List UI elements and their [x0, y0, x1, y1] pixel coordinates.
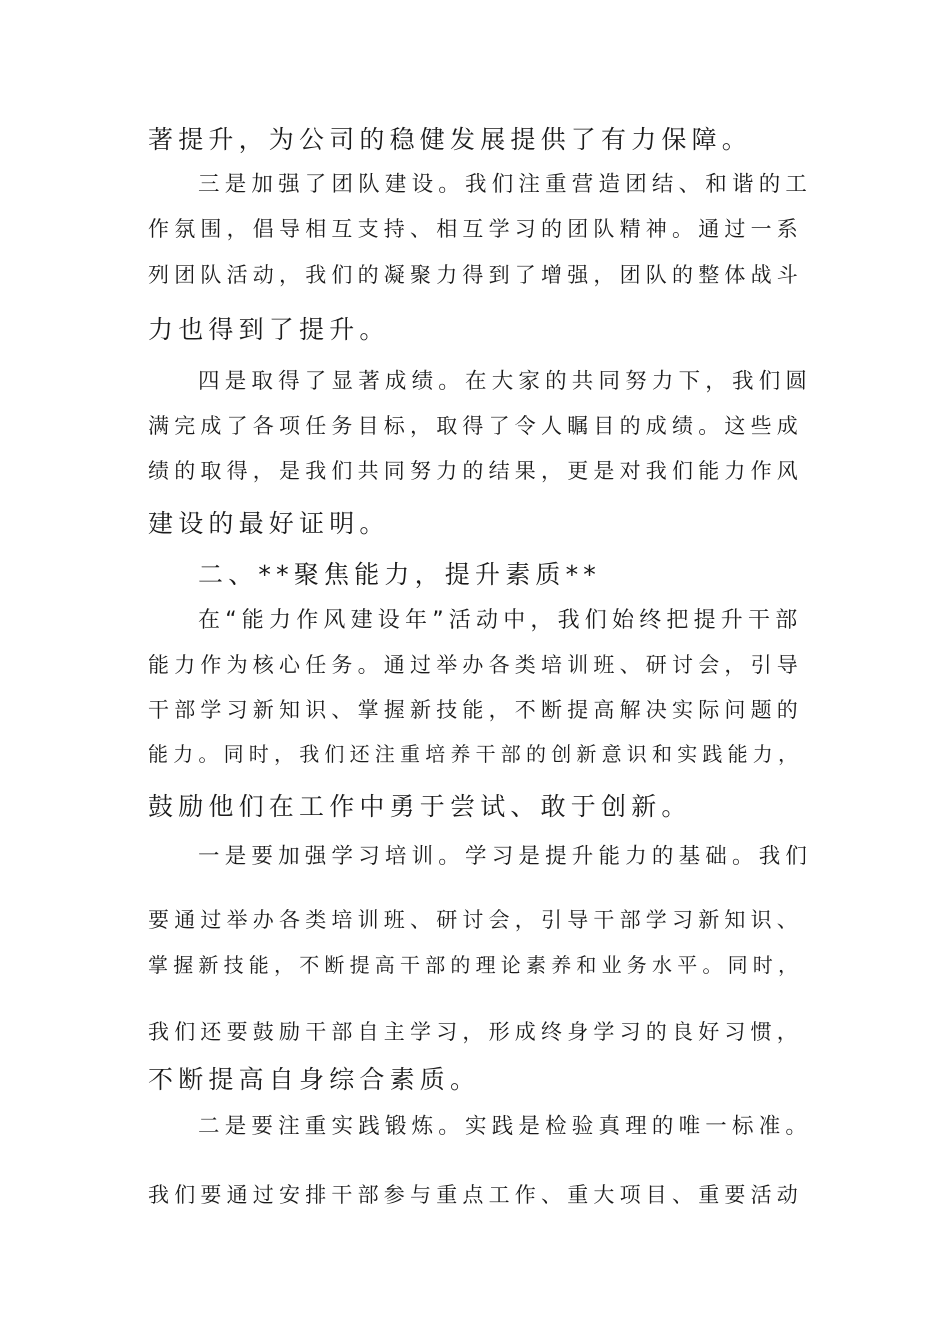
text-line: 能力。同时，我们还注重培养干部的创新意识和实践能力， [148, 742, 804, 766]
text-line: 作氛围，倡导相互支持、相互学习的团队精神。通过一系 [148, 217, 803, 241]
text-line: 鼓励他们在工作中勇于尝试、敢于创新。 [148, 792, 692, 821]
text-line: 不断提高自身综合素质。 [148, 1065, 481, 1094]
paragraph-start: 在“能力作风建设年”活动中，我们始终把提升干部 [198, 608, 803, 633]
text-line: 我们还要鼓励干部自主学习，形成终身学习的良好习惯， [148, 1020, 803, 1044]
text-line: 力也得到了提升。 [148, 315, 390, 344]
text-line: 掌握新技能，不断提高干部的理论素养和业务水平。同时， [148, 953, 804, 977]
text-line: 著提升，为公司的稳健发展提供了有力保障。 [148, 125, 753, 154]
text-line: 干部学习新知识、掌握新技能，不断提高解决实际问题的 [148, 698, 803, 722]
section-heading: 二、**聚焦能力，提升素质** [198, 560, 602, 589]
text-line: 要通过举办各类培训班、研讨会，引导干部学习新知识、 [148, 908, 803, 932]
text-line: 绩的取得，是我们共同努力的结果，更是对我们能力作风 [148, 459, 803, 483]
text-line: 列团队活动，我们的凝聚力得到了增强，团队的整体战斗 [148, 263, 803, 287]
text-line: 建设的最好证明。 [148, 509, 390, 538]
text-line: 我们要通过安排干部参与重点工作、重大项目、重要活动 [148, 1183, 803, 1207]
text-line: 能力作为核心任务。通过举办各类培训班、研讨会，引导 [148, 653, 803, 677]
text-line: 满完成了各项任务目标，取得了令人瞩目的成绩。这些成 [148, 414, 803, 438]
paragraph-start: 四是取得了显著成绩。在大家的共同努力下，我们圆 [198, 369, 813, 394]
paragraph-start: 一是要加强学习培训。学习是提升能力的基础。我们 [198, 844, 813, 869]
paragraph-start: 三是加强了团队建设。我们注重营造团结、和谐的工 [198, 172, 813, 197]
paragraph-start: 二是要注重实践锻炼。实践是检验真理的唯一标准。 [198, 1114, 813, 1139]
